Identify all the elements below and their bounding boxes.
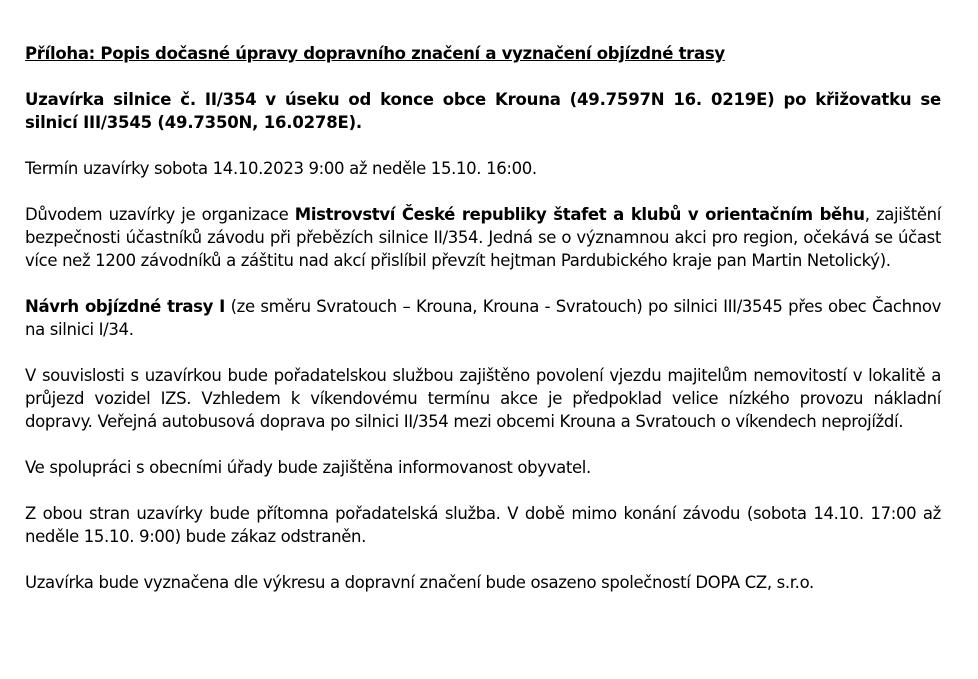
detour-route [25, 295, 941, 341]
marking-paragraph: Uzavírka bude vyznačena dle výkresu a dopravní značení bude osazeno společností DOPA CZ, s.r.o. [25, 573, 814, 592]
closure-term: Termín uzavírky sobota 14.10.2023 9:00 až neděle 15.10. 16:00. [25, 159, 537, 178]
closure-heading: Uzavírka silnice č. II/354 v úseku od konce obce Krouna (49.7597N 16. 0219E) po křižovatku se silnicí III/3545 (49.7350N, 16.0278E). [25, 90, 941, 132]
access-paragraph: V souvislosti s uzavírkou bude pořadatelskou službou zajištěno povolení vjezdu majitelům nemovitostí v lokalitě a průjezd vozidel IZS. Vzhledem k víkendovému termínu akce je předpoklad velice nízkého provozu nákladní dopravy. Veřejná autobusová doprava po silnici II/354 mezi obcemi Krouna a Svratouch o víkendech neprojíždí. [25, 366, 941, 431]
reason-prefix: Důvodem uzavírky je organizace [25, 205, 295, 224]
service-paragraph: Z obou stran uzavírky bude přítomna pořadatelská služba. V době mimo konání závodu (sobota 14.10. 17:00 až neděle 15.10. 9:00) bude zákaz odstraněn. [25, 504, 941, 546]
detour-text: (ze směru Svratouch – Krouna, Krouna - Svratouch) po silnici III/3545 přes obec Čachnov na silnici I/34. [25, 297, 941, 339]
document-page [25, 42, 941, 594]
reason-suffix: , zajištění bezpečnosti účastníků závodu při přebězích silnice II/354. Jedná se o významnou akci pro region, očekává se účast více než 1200 závodníků a záštitu nad akcí přislíbil převzít hejtman Pardubického kraje pan Martin Netolický). [25, 205, 942, 270]
cooperation-paragraph: Ve spolupráci s obecními úřady bude zajištěna informovanost obyvatel. [25, 458, 591, 477]
document-title: Příloha: Popis dočasné úpravy dopravního značení a vyznačení objízdné trasy [25, 44, 725, 63]
closure-reason [25, 203, 941, 272]
event-name: Mistrovství České republiky štafet a klubů v orientačním běhu [294, 205, 865, 224]
detour-label: Návrh objízdné trasy I [25, 297, 225, 316]
